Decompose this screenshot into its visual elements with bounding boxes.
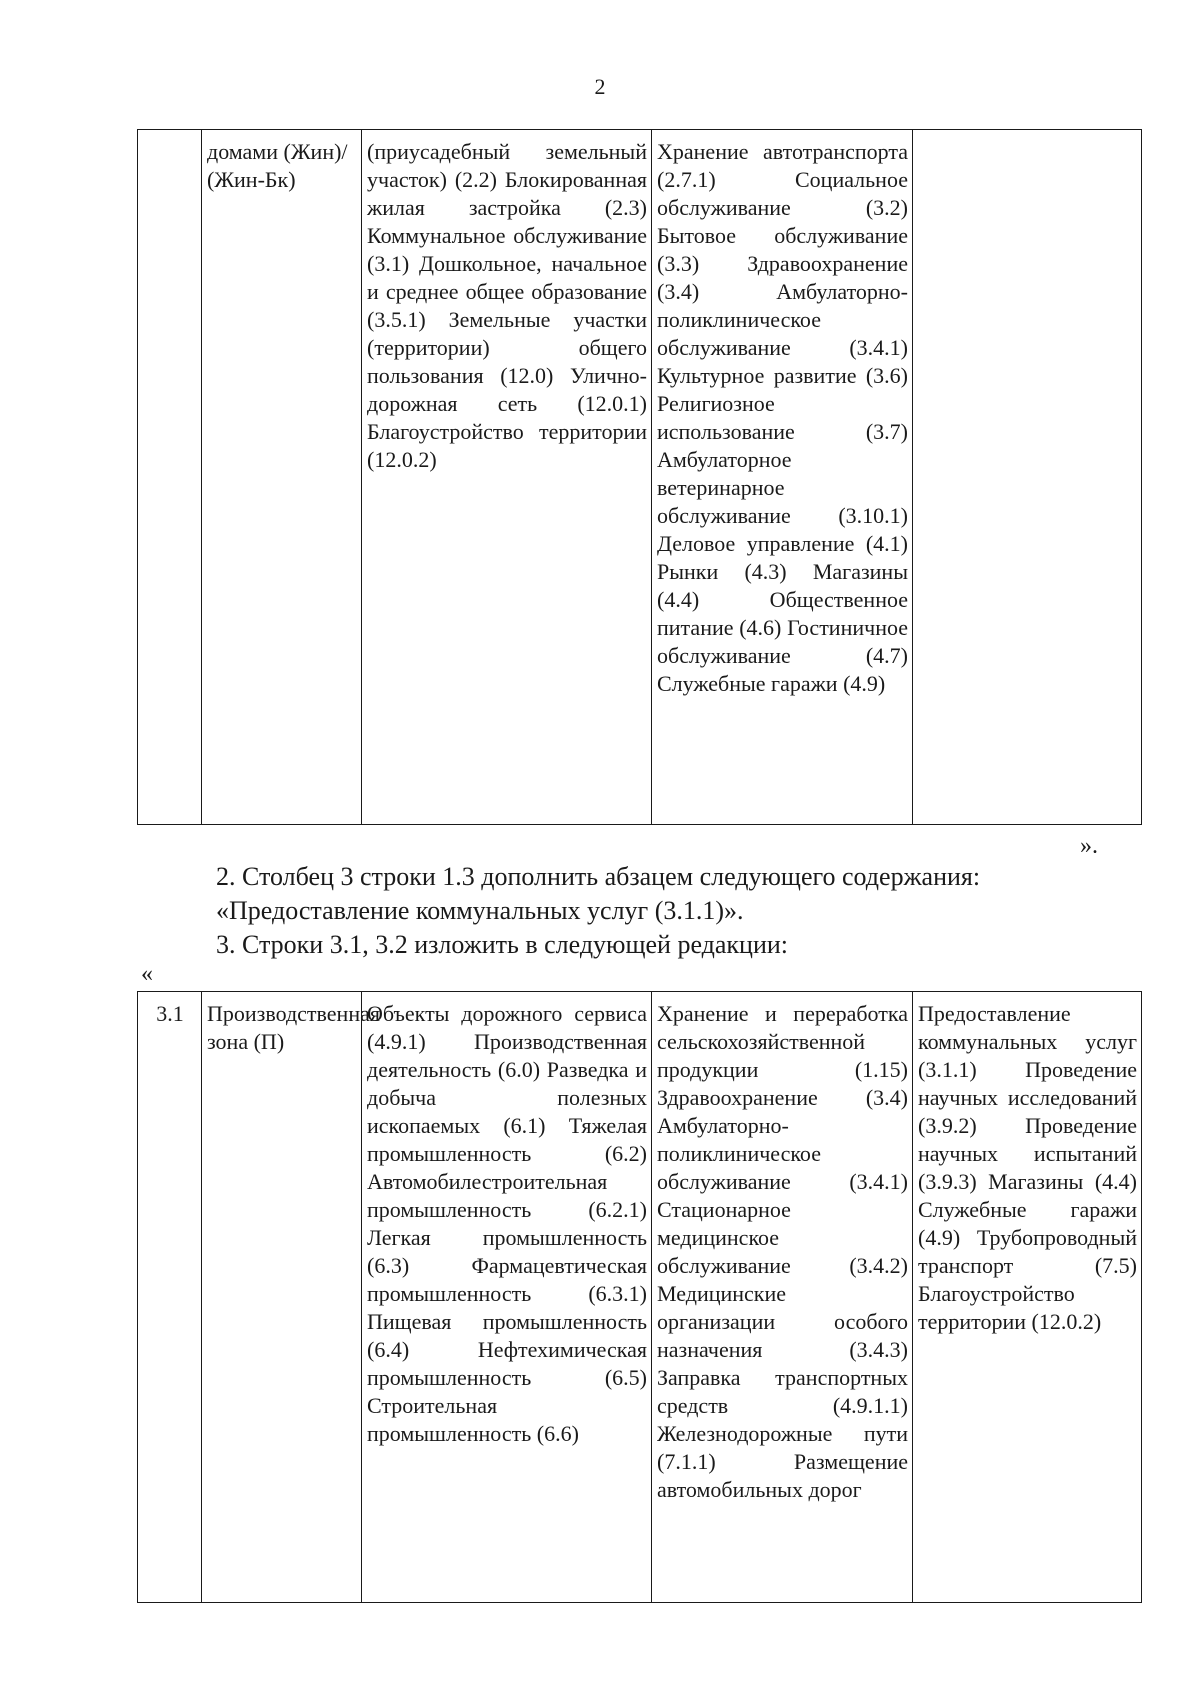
land-use-table-new-edition — [137, 991, 1142, 1603]
row-number-cell: 3.1 — [138, 992, 202, 1603]
land-use-table-continuation — [137, 129, 1142, 825]
row-number-cell — [138, 130, 202, 825]
main-uses-cell: Объекты дорожного сервиса (4.9.1) Производственная деятельность (6.0) Разведка и добыча полезных ископаемых (6.1) Тяжелая промышленность (6.2) Автомобилестроительная промышленность (6.2.1) Легкая промышленность (6.3) Фармацевтическая промышленность (6.3.1) Пищевая промышленность (6.4) Нефтехимическая промышленность (6.5) Строительная промышленность (6.6) — [362, 992, 652, 1603]
conditional-uses-cell: Хранение автотранспорта (2.7.1) Социальное обслуживание (3.2) Бытовое обслуживание (3.3) Здравоохранение (3.4) Амбулаторно-поликлиническое обслуживание (3.4.1) Культурное развитие (3.6) Религиозное использование (3.7) Амбулаторное ветеринарное обслуживание (3.10.1) Деловое управление (4.1) Рынки (4.3) Магазины (4.4) Общественное питание (4.6) Гостиничное обслуживание (4.7) Служебные гаражи (4.9) — [652, 130, 913, 825]
page-number: 2 — [594, 74, 606, 99]
amendment-paragraph-2-text: «Предоставление коммунальных услуг (3.1.1)». — [216, 896, 744, 925]
amendment-paragraph-2: 2. Столбец 3 строки 1.3 дополнить абзацем следующего содержания: — [216, 862, 981, 891]
table-row — [138, 992, 1142, 1603]
conditional-uses-cell: Хранение и переработка сельскохозяйственной продукции (1.15) Здравоохранение (3.4) Амбулаторно-поликлиническое обслуживание (3.4.1) Стационарное медицинское обслуживание (3.4.2) Медицинские организации особого назначения (3.4.3) Заправка транспортных средств (4.9.1.1) Железнодорожные пути (7.1.1) Размещение автомобильных дорог — [652, 992, 913, 1603]
zone-name-cell: Производственная зона (П) — [202, 992, 362, 1603]
zone-name-cell: домами (Жин)/ (Жин-Бк) — [202, 130, 362, 825]
auxiliary-uses-cell — [913, 130, 1142, 825]
table-row — [138, 130, 1142, 825]
amendment-paragraph-3: 3. Строки 3.1, 3.2 изложить в следующей редакции: — [216, 930, 789, 959]
opening-quote: « — [141, 961, 153, 987]
auxiliary-uses-cell: Предоставление коммунальных услуг (3.1.1) Проведение научных исследований (3.9.2) Проведение научных испытаний (3.9.3) Магазины (4.4) Служебные гаражи (4.9) Трубопроводный транспорт (7.5) Благоустройство территории (12.0.2) — [913, 992, 1142, 1603]
closing-quote: ». — [1080, 833, 1098, 859]
main-uses-cell: (приусадебный земельный участок) (2.2) Блокированная жилая застройка (2.3) Коммунальное обслуживание (3.1) Дошкольное, начальное и среднее общее образование (3.5.1) Земельные участки (территории) общего пользования (12.0) Улично-дорожная сеть (12.0.1) Благоустройство территории (12.0.2) — [362, 130, 652, 825]
